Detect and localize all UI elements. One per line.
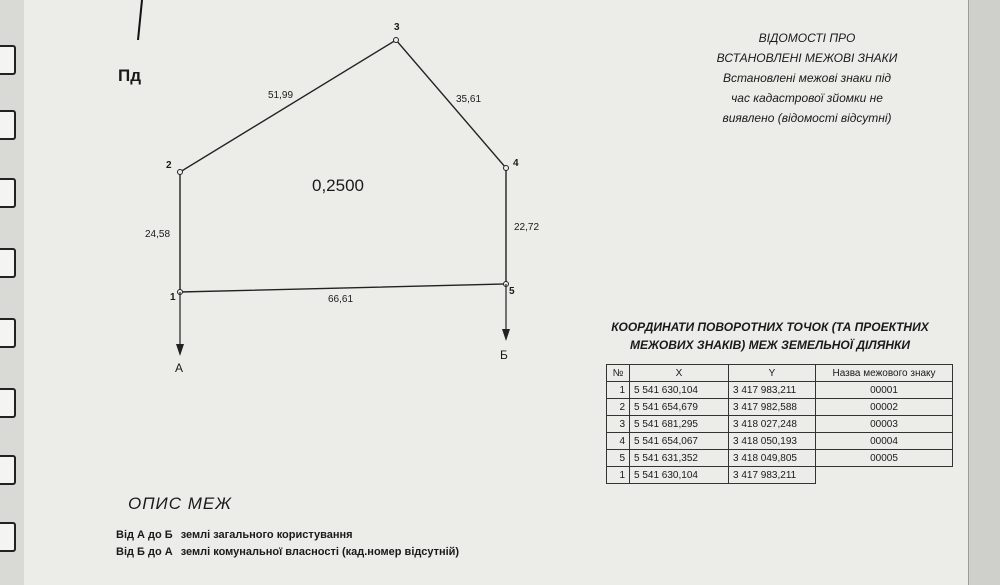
vertex-label: 5 (509, 286, 515, 297)
table-row (607, 399, 953, 416)
info-text-line: час кадастрової зйомки не (731, 91, 883, 105)
vertex-marker (178, 170, 183, 175)
info-title-line: ВСТАНОВЛЕНІ МЕЖОВІ ЗНАКИ (716, 51, 898, 65)
coord-y: 3 417 983,211 (729, 467, 816, 484)
vertex-marker (394, 38, 399, 43)
vertex-label: 4 (513, 158, 519, 169)
boundary-description-line (116, 529, 353, 541)
vertex-label: 1 (170, 292, 176, 303)
point-number: 1 (607, 382, 630, 399)
point-b-label: Б (500, 348, 508, 362)
coordinates-table (606, 364, 953, 484)
point-number: 4 (607, 433, 630, 450)
table-header-row (607, 365, 953, 382)
point-number: 1 (607, 467, 630, 484)
info-title-line: ВІДОМОСТІ ПРО (758, 31, 856, 45)
coord-y: 3 417 983,211 (729, 382, 816, 399)
boundary-description-title: ОПИС МЕЖ (128, 494, 232, 513)
arrow-down-icon (502, 329, 510, 341)
boundary-markers-info (672, 28, 942, 128)
parcel-boundary (180, 40, 506, 292)
coord-y: 3 418 027,248 (729, 416, 816, 433)
edge-length-2-3: 51,99 (268, 90, 294, 101)
empty-cell (816, 467, 953, 484)
coord-x: 5 541 631,352 (630, 450, 729, 467)
coord-x: 5 541 654,679 (630, 399, 729, 416)
vertex-label: 3 (394, 22, 400, 33)
north-label: Пд (118, 66, 142, 85)
north-arrow-icon (138, 0, 142, 40)
coordinates-title (560, 318, 980, 354)
marker-name: 00005 (816, 450, 953, 467)
coord-y: 3 418 050,193 (729, 433, 816, 450)
header-cell: Назва межового знаку (816, 365, 953, 382)
coord-y: 3 418 049,805 (729, 450, 816, 467)
point-a-label: А (175, 361, 184, 375)
coordinates-title-line: КООРДИНАТИ ПОВОРОТНИХ ТОЧОК (ТА ПРОЕКТНИХ (611, 320, 929, 334)
table-closing-row (607, 467, 953, 484)
edge-length-4-5: 22,72 (514, 222, 540, 233)
table-row (607, 382, 953, 399)
marker-name: 00002 (816, 399, 953, 416)
coord-x: 5 541 630,104 (630, 382, 729, 399)
table-row (607, 416, 953, 433)
info-text-line: Встановлені межові знаки під (722, 71, 892, 85)
marker-name: 00004 (816, 433, 953, 450)
edge-length-1-2: 24,58 (145, 229, 171, 240)
marker-name: 00001 (816, 382, 953, 399)
coord-y: 3 417 982,588 (729, 399, 816, 416)
vertex-marker (504, 166, 509, 171)
header-cell: X (630, 365, 729, 382)
point-number: 2 (607, 399, 630, 416)
vertex-label: 2 (166, 160, 172, 171)
boundary-description-line (116, 546, 459, 558)
coordinates-title-line: МЕЖОВИХ ЗНАКІВ) МЕЖ ЗЕМЕЛЬНОЇ ДІЛЯНКИ (629, 338, 911, 352)
boundary-neighbor-text: землі загального користування (180, 529, 353, 541)
marker-name: 00003 (816, 416, 953, 433)
boundary-segment-label: Від А до Б (116, 529, 173, 541)
info-text-line: виявлено (відомості відсутні) (722, 111, 892, 125)
coord-x: 5 541 630,104 (630, 467, 729, 484)
point-number: 5 (607, 450, 630, 467)
edge-length-5-1: 66,61 (328, 294, 354, 305)
edge-length-3-4: 35,61 (456, 94, 482, 105)
header-cell: Y (729, 365, 816, 382)
parcel-area: 0,2500 (312, 176, 364, 195)
table-row (607, 433, 953, 450)
point-number: 3 (607, 416, 630, 433)
coord-x: 5 541 681,295 (630, 416, 729, 433)
boundary-segment-label: Від Б до А (116, 546, 173, 558)
boundary-neighbor-text: землі комунальної власності (кад.номер відсутній) (180, 546, 460, 558)
header-cell: № (607, 365, 630, 382)
arrow-down-icon (176, 344, 184, 356)
coord-x: 5 541 654,067 (630, 433, 729, 450)
table-row (607, 450, 953, 467)
